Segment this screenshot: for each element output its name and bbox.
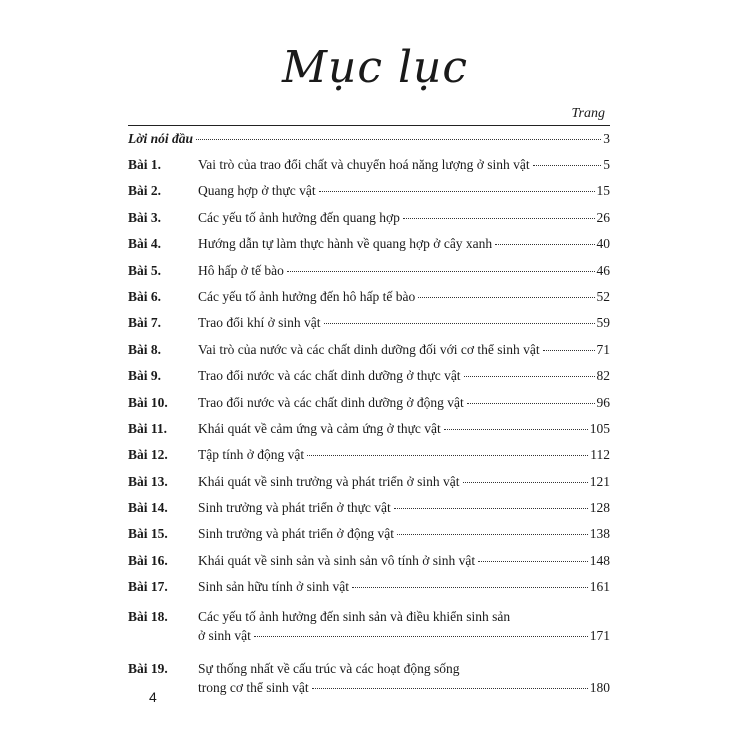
lesson-label: Bài 3. [128,209,162,225]
page-number: 4 [149,689,157,705]
leader-dots [463,482,588,483]
lesson-title: Khái quát về cảm ứng và cảm ứng ở thực vật [198,420,441,436]
page-ref: 5 [603,157,610,172]
page-ref: 171 [589,627,610,643]
toc-entry [128,368,610,394]
lesson-title: Quang hợp ở thực vật [198,183,316,199]
page-ref: 180 [589,679,610,695]
leader-dots [324,323,595,324]
page-ref: 128 [589,500,610,516]
lesson-label: Bài 2. [128,183,162,199]
leader-dots [464,376,595,377]
leader-dots [467,403,595,404]
page-ref: 71 [596,341,610,357]
lesson-title: Sinh sản hữu tính ở sinh vật [198,579,349,595]
toc-entry [128,342,610,368]
toc-entry-preface [128,131,610,157]
leader-dots [394,508,588,509]
page-title: Mục lục [281,42,469,93]
leader-dots [287,271,595,272]
page-ref: 112 [590,447,610,463]
lesson-title: trong cơ thể sinh vật [198,679,309,695]
lesson-label: Bài 14. [128,500,168,516]
page-ref: 121 [589,473,610,489]
leader-dots [533,165,602,166]
page-ref: 59 [596,315,610,331]
preface-label: Lời nói đầu [128,131,194,146]
leader-dots [312,688,588,689]
page-ref: 96 [596,394,610,410]
toc-entry [128,661,610,710]
toc-entry [128,526,610,552]
toc-entry [128,236,610,262]
lesson-label: Bài 18. [128,608,168,624]
header-rule [128,125,610,126]
lesson-title: Tập tính ở động vật [198,447,305,463]
page-ref: 138 [589,526,610,542]
lesson-label: Bài 17. [128,579,168,595]
toc-entry [128,500,610,526]
page-ref: 3 [603,131,610,146]
lesson-label: Bài 7. [128,315,162,331]
page-ref: 148 [589,552,610,568]
lesson-label: Bài 10. [128,394,168,410]
lesson-title: Các yếu tố ảnh hưởng đến quang hợp [198,209,400,225]
leader-dots [319,191,595,192]
lesson-title: Trao đổi nước và các chất dinh dưỡng ở thực vật [198,368,461,384]
page-ref: 82 [596,368,610,384]
lesson-title: Sinh trưởng và phát triển ở thực vật [198,500,391,516]
lesson-label: Bài 11. [128,420,168,436]
lesson-title: Khái quát về sinh sản và sinh sản vô tính ở sinh vật [198,552,476,568]
lesson-label: Bài 4. [128,236,162,252]
lesson-label: Bài 1. [128,157,162,172]
lesson-label: Bài 8. [128,341,162,357]
lesson-title: Các yếu tố ảnh hưởng đến sinh sản và điều khiển sinh sản [198,608,511,624]
lesson-label: Bài 6. [128,288,162,304]
page-ref: 52 [596,288,610,304]
toc-entry [128,157,610,183]
lesson-label: Bài 13. [128,473,168,489]
leader-dots [543,350,595,351]
lesson-title: Các yếu tố ảnh hưởng đến hô hấp tế bào [198,288,416,304]
toc-entry [128,609,610,658]
lesson-title: ở sinh vật [198,627,251,643]
lesson-title: Hướng dẫn tự làm thực hành về quang hợp ở cây xanh [198,236,493,252]
lesson-label: Bài 19. [128,660,168,676]
leader-dots [478,561,588,562]
toc-entry [128,289,610,315]
toc-entry [128,579,610,605]
leader-dots [352,587,588,588]
lesson-title: Sự thống nhất về cấu trúc và các hoạt động sống [198,660,460,676]
toc-entry [128,183,610,209]
leader-dots [444,429,588,430]
toc-entry [128,447,610,473]
toc-entry [128,421,610,447]
lesson-title: Trao đổi khí ở sinh vật [198,315,321,331]
lesson-label: Bài 16. [128,552,168,568]
lesson-title: Trao đổi nước và các chất dinh dưỡng ở động vật [198,394,464,410]
page-ref: 26 [596,209,610,225]
leader-dots [397,534,588,535]
lesson-label: Bài 5. [128,262,162,278]
leader-dots [403,218,595,219]
lesson-label: Bài 15. [128,526,168,542]
leader-dots [495,244,594,245]
leader-dots [196,139,601,140]
leader-dots [418,297,594,298]
page-column-label: Trang [571,106,605,121]
toc-entry [128,553,610,579]
lesson-title: Vai trò của trao đổi chất và chuyển hoá năng lượng ở sinh vật [198,157,530,172]
page-ref: 105 [589,420,610,436]
toc-entry [128,263,610,289]
toc-entry [128,395,610,421]
toc-entry [128,315,610,341]
lesson-title: Vai trò của nước và các chất dinh dưỡng đối với cơ thể sinh vật [198,341,540,357]
lesson-title: Khái quát về sinh trưởng và phát triển ở sinh vật [198,473,460,489]
lesson-label: Bài 9. [128,368,162,384]
page-ref: 15 [596,183,610,199]
toc-entry [128,210,610,236]
page-ref: 46 [596,262,610,278]
leader-dots [254,636,588,637]
lesson-title: Hô hấp ở tế bào [198,262,284,278]
page-ref: 40 [596,236,610,252]
page-ref: 161 [589,579,610,595]
lesson-label: Bài 12. [128,447,168,463]
toc-entry [128,474,610,500]
table-of-contents [128,131,610,710]
leader-dots [307,455,588,456]
lesson-title: Sinh trưởng và phát triển ở động vật [198,526,394,542]
lesson-list [128,157,610,710]
